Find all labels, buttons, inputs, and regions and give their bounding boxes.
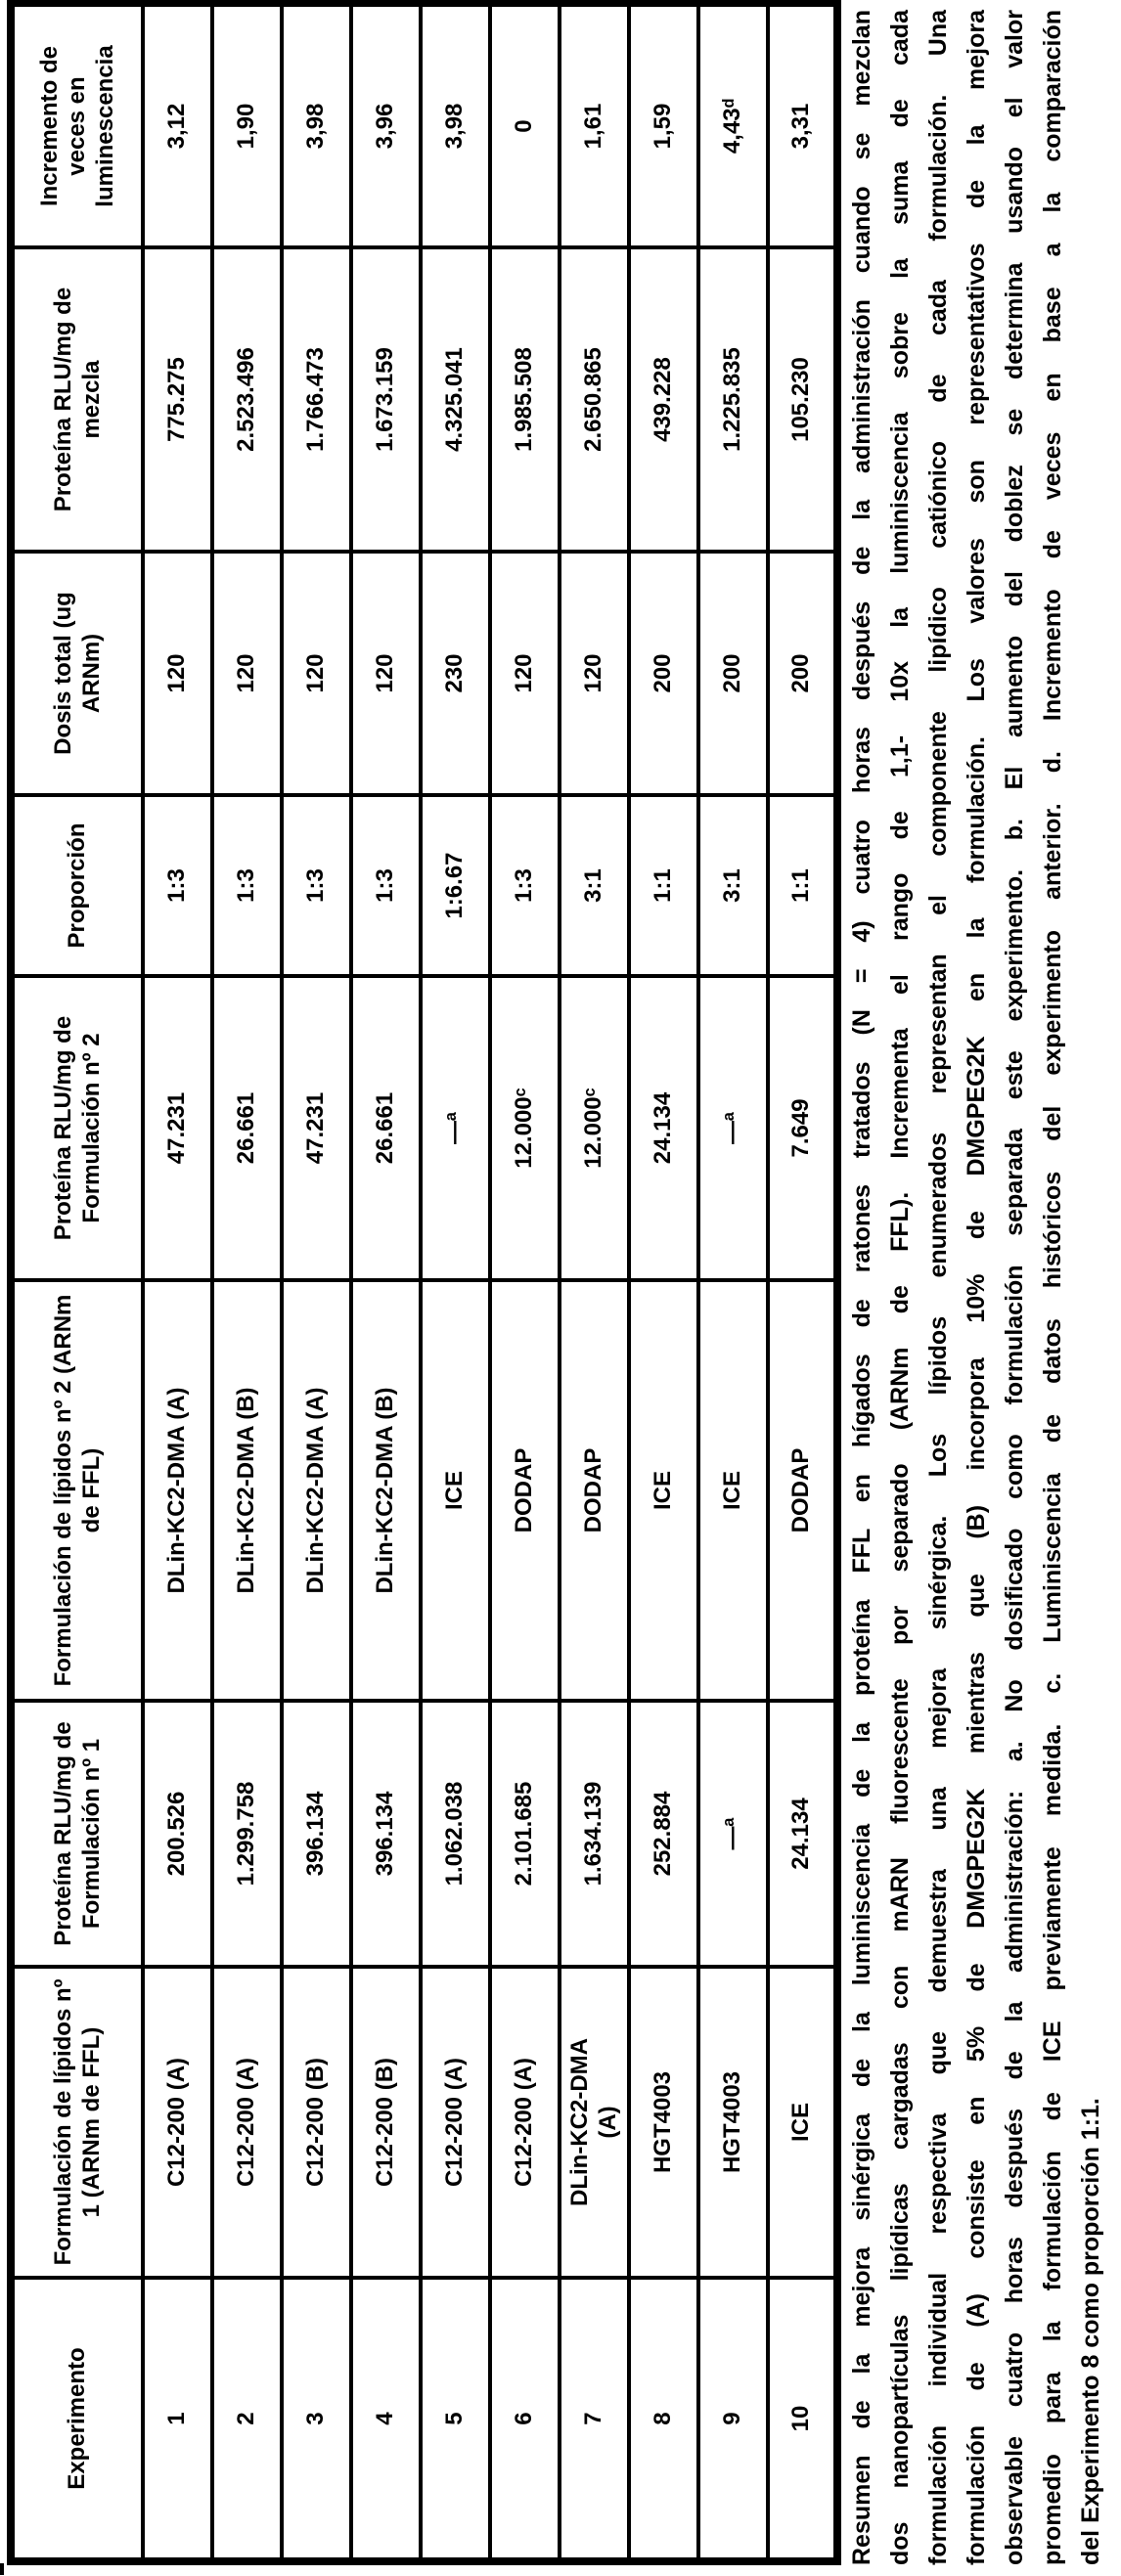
table-cell: HGT4003 [698,1967,768,2278]
table-cell: 3,96 [351,3,421,247]
table-cell: 120 [143,552,212,795]
table-cell: 1:3 [282,795,351,976]
table-cell: ICE [629,1280,698,1701]
table-cell: C12-200 (B) [351,1967,421,2278]
table-cell: 200 [629,552,698,795]
table-cell: 1,61 [560,3,629,247]
experiment-number-cell: 10 [768,2278,837,2561]
table-cell: 2.650.865 [560,247,629,552]
footnote-line: dos nanopartículas lipídicas cargadas con mARN fluorescente por separado (ARNm de FFL). Incrementa el rango de 1,1- 10x la luminiscencia sobre la suma de cada [886,10,914,2565]
table-cell: 3,98 [282,3,351,247]
column-header-formulacion-1: Formulación de lípidos nº 1 (ARNm de FFL) [11,1967,143,2278]
table-cell: 1.673.159 [351,247,421,552]
table-cell: 26.661 [212,976,282,1280]
table-cell: DLin-KC2-DMA (A) [143,1280,212,1701]
table-row [212,3,282,2561]
table-cell: DLin-KC2-DMA (B) [212,1280,282,1701]
table-cell: 120 [212,552,282,795]
table-cell: DODAP [490,1280,560,1701]
table-row [143,3,212,2561]
experiment-number-cell: 5 [421,2278,490,2561]
table-cell: C12-200 (A) [490,1967,560,2278]
table-cell: 24.134 [629,976,698,1280]
table-cell: 1,90 [212,3,282,247]
table-cell: ICE [768,1967,837,2278]
table-row [768,3,837,2561]
table-cell: 7.649 [768,976,837,1280]
table-cell: 1:1 [629,795,698,976]
table-cell: 200.526 [143,1701,212,1967]
table-cell: 200 [698,552,768,795]
column-header-formulacion-2: Formulación de lípidos nº 2 (ARNm de FFL) [11,1280,143,1701]
table-cell: 0 [490,3,560,247]
table-cell: 120 [351,552,421,795]
experiment-number-cell: 7 [560,2278,629,2561]
experiment-number-cell: 3 [282,2278,351,2561]
table-cell: 1:3 [212,795,282,976]
table-cell: 1:3 [143,795,212,976]
table-cell: 396.134 [282,1701,351,1967]
table-cell: 120 [560,552,629,795]
table-cell: 396.134 [351,1701,421,1967]
results-table [7,0,841,2565]
table-cell: C12-200 (B) [282,1967,351,2278]
table-cell: 120 [490,552,560,795]
table-cell: C12-200 (A) [212,1967,282,2278]
column-header-proteina-mezcla: Proteína RLU/mg de mezcla [11,247,143,552]
header-row [11,3,143,2561]
table-cell: 3:1 [698,795,768,976]
column-header-incremento: Incremento de veces en luminescencia [11,3,143,247]
table-cell: 1,59 [629,3,698,247]
table-cell: 1.225.835 [698,247,768,552]
table-row [421,3,490,2561]
table-cell: C12-200 (A) [421,1967,490,2278]
table-cell: 1:1 [768,795,837,976]
footnote-line: formulación individual respectiva que demuestra una mejora sinérgica. Los lípidos enumerados representan el componente lipídico catiónico de cada formulación. Una [924,10,952,2565]
table-cell: 1.766.473 [282,247,351,552]
footnote-line: observable cuatro horas después de la administración: a. No dosificado como formulación separada este experimento. b. El aumento del doblez se determina usando el valor [1001,10,1028,2565]
experiment-number-cell: 2 [212,2278,282,2561]
column-header-proteina-rlu-2: Proteína RLU/mg de Formulación nº 2 [11,976,143,1280]
footnote-line: formulación de (A) consiste en 5% de DMGPEG2K mientras que (B) incorpora 10% de DMGPEG2K en la formulación. Los valores son representativos de la mejora [963,10,990,2565]
table-cell: DLin-KC2-DMA (A) [560,1967,629,2278]
table-cell: 2.523.496 [212,247,282,552]
table-cell: 12.000ᶜ [490,976,560,1280]
table-cell: 252.884 [629,1701,698,1967]
table-cell: 1:6.67 [421,795,490,976]
table-cell: HGT4003 [629,1967,698,2278]
table-cell: 230 [421,552,490,795]
column-header-experimento: Experimento [11,2278,143,2561]
table-cell: ICE [421,1280,490,1701]
experiment-number-cell: 1 [143,2278,212,2561]
table-cell: ICE [698,1280,768,1701]
footnote-line: del Experimento 8 como proporción 1:1. [1077,2098,1104,2565]
table-cell: 3,31 [768,3,837,247]
table-cell: DODAP [768,1280,837,1701]
table-header [11,3,143,2561]
experiment-number-cell: 6 [490,2278,560,2561]
table-cell: 4,43ᵈ [698,3,768,247]
table-cell: 26.661 [351,976,421,1280]
table-cell: 2.101.685 [490,1701,560,1967]
table-cell: 120 [282,552,351,795]
table-cell: 1.299.758 [212,1701,282,1967]
table-cell: 3,98 [421,3,490,247]
scan-mark [0,2563,4,2575]
footnote-line: Resumen de la mejora sinérgica de la luminiscencia de la proteína FFL en hígados de ratones tratados (N = 4) cuatro horas después de la administración cuando se mezclan [848,10,875,2565]
table-cell: 1:3 [351,795,421,976]
table-cell: —ᵃ [698,976,768,1280]
table-cell: 105.230 [768,247,837,552]
table-cell: —ᵃ [698,1701,768,1967]
table-row [698,3,768,2561]
table-cell: DLin-KC2-DMA (B) [351,1280,421,1701]
table-cell: 4.325.041 [421,247,490,552]
table-row [351,3,421,2561]
table-cell: DLin-KC2-DMA (A) [282,1280,351,1701]
table-cell: 1.634.139 [560,1701,629,1967]
table-body [143,3,837,2561]
table-row [282,3,351,2561]
table-cell: 1.985.508 [490,247,560,552]
experiment-number-cell: 9 [698,2278,768,2561]
table-cell: 200 [768,552,837,795]
table-cell: 439.228 [629,247,698,552]
table-cell: 3,12 [143,3,212,247]
column-header-proteina-rlu-1: Proteína RLU/mg de Formulación nº 1 [11,1701,143,1967]
column-header-dosis-total: Dosis total (ug ARNm) [11,552,143,795]
table-row [629,3,698,2561]
table-cell: 24.134 [768,1701,837,1967]
table-cell: 3:1 [560,795,629,976]
table-cell: 1.062.038 [421,1701,490,1967]
table-cell: DODAP [560,1280,629,1701]
table-cell: 47.231 [282,976,351,1280]
table-row [490,3,560,2561]
table-cell: C12-200 (A) [143,1967,212,2278]
table-cell: —ᵃ [421,976,490,1280]
footnote-line: promedio para la formulación de ICE previamente medida. c. Luminiscencia de datos históricos del experimento anterior. d. Incremento de veces en base a la comparación [1039,10,1066,2565]
table-cell: 47.231 [143,976,212,1280]
table-row [560,3,629,2561]
experiment-number-cell: 4 [351,2278,421,2561]
experiment-number-cell: 8 [629,2278,698,2561]
table-cell: 775.275 [143,247,212,552]
table-cell: 1:3 [490,795,560,976]
column-header-proporcion: Proporción [11,795,143,976]
table-cell: 12.000ᶜ [560,976,629,1280]
table-footnote [843,10,1110,2565]
